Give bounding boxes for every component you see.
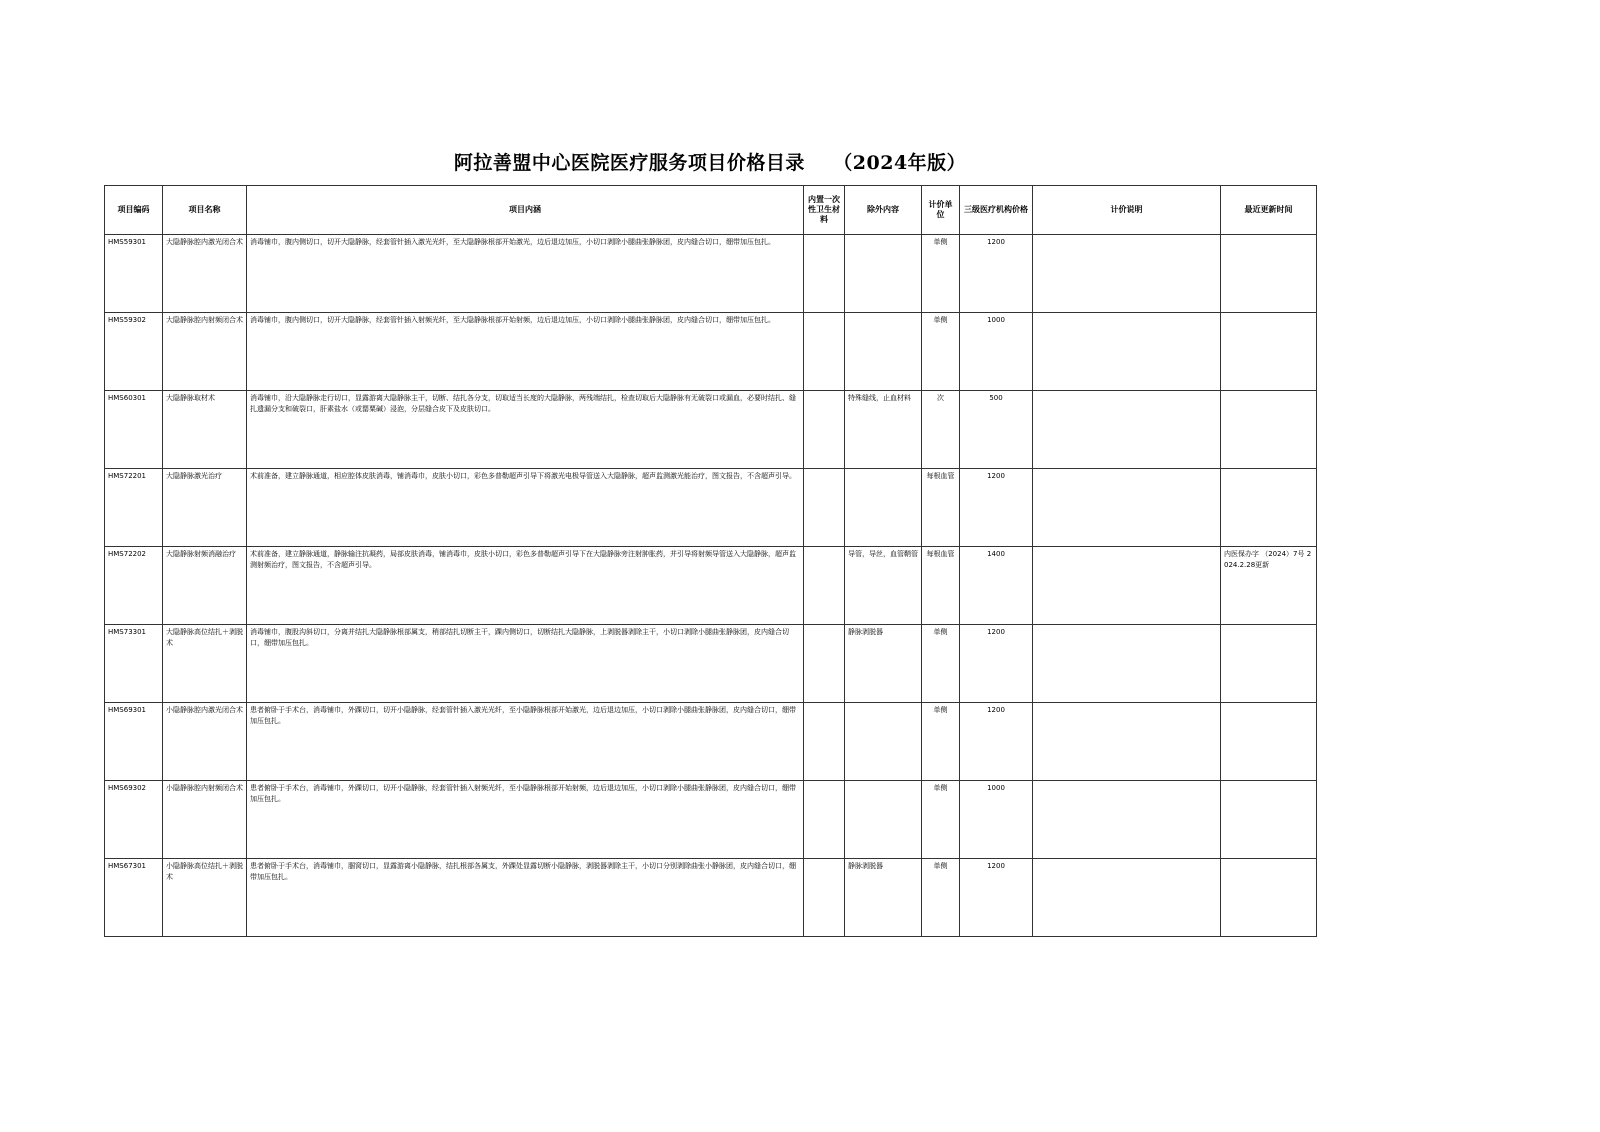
item-content-cell: 术前准备，建立静脉通道，相应腔体皮肤消毒，铺消毒巾，皮肤小切口，彩色多普勒超声引导下将激光电极导管送入大隐静脉，超声监测激光能治疗，图文报告，不含超声引导。 — [247, 469, 804, 547]
item-content-cell: 消毒铺巾，腹内侧切口，切开大隐静脉，经套管针插入射频光纤，至大隐静脉根部开始射频，边后退边加压，小切口剥除小腿曲张静脉团，皮内缝合切口，绷带加压包扎。 — [247, 313, 804, 391]
item-code-cell: HMS67301 — [105, 859, 163, 937]
item-note-cell — [1033, 781, 1221, 859]
item-unit-cell: 次 — [922, 391, 960, 469]
table-row — [105, 781, 1317, 859]
item-price-cell: 1200 — [960, 235, 1033, 313]
item-updated-cell — [1221, 391, 1317, 469]
item-updated-cell — [1221, 235, 1317, 313]
item-note-cell — [1033, 547, 1221, 625]
item-updated-cell: 内医保办字 （2024）7号 2024.2.28更新 — [1221, 547, 1317, 625]
item-name-cell: 大隐静脉高位结扎＋剥脱术 — [163, 625, 247, 703]
item-unit-cell: 单侧 — [922, 625, 960, 703]
table-row — [105, 703, 1317, 781]
item-note-cell — [1033, 625, 1221, 703]
item-code-cell: HMS72202 — [105, 547, 163, 625]
item-supply-cell — [804, 313, 845, 391]
item-updated-cell — [1221, 313, 1317, 391]
item-content-cell: 术前准备，建立静脉通道，静脉输注抗凝药，局部皮肤消毒，铺消毒巾，皮肤小切口，彩色多普勒超声引导下在大隐静脉旁注射肿胀药，并引导将射频导管送入大隐静脉，超声监测射频治疗，图文报告，不含超声引导。 — [247, 547, 804, 625]
col-header-code: 项目编码 — [105, 186, 163, 235]
item-unit-cell: 每根血管 — [922, 469, 960, 547]
item-name-cell: 小隐静脉腔内激光闭合术 — [163, 703, 247, 781]
item-price-cell: 1200 — [960, 703, 1033, 781]
item-code-cell: HMS73301 — [105, 625, 163, 703]
item-supply-cell — [804, 235, 845, 313]
item-name-cell: 小隐静脉腔内射频闭合术 — [163, 781, 247, 859]
item-content-cell: 消毒铺巾，腹股沟斜切口，分离并结扎大隐静脉根部属支，稍部结扎切断主干，踝内侧切口，切断结扎大隐静脉，上剥脱器剥除主干，小切口剥除小腿曲张静脉团，皮内缝合切口，绷带加压包扎。 — [247, 625, 804, 703]
item-supply-cell — [804, 547, 845, 625]
item-updated-cell — [1221, 703, 1317, 781]
item-excluded-cell — [845, 781, 922, 859]
item-excluded-cell — [845, 313, 922, 391]
item-name-cell: 大隐静脉腔内射频闭合术 — [163, 313, 247, 391]
table-row — [105, 391, 1317, 469]
item-excluded-cell: 静脉剥脱器 — [845, 625, 922, 703]
item-unit-cell: 单侧 — [922, 703, 960, 781]
item-price-cell: 1200 — [960, 469, 1033, 547]
item-supply-cell — [804, 859, 845, 937]
item-content-cell: 消毒铺巾，沿大隐静脉走行切口，显露游离大隐静脉主干，切断、结扎各分支，切取适当长度的大隐静脉，两残端结扎，检查切取后大隐静脉有无破裂口或漏血，必要时结扎、缝扎遗漏分支和破裂口，肝素盐水（或罂粟碱）浸泡，分层缝合皮下及皮肤切口。 — [247, 391, 804, 469]
col-header-unit: 计价单位 — [922, 186, 960, 235]
item-supply-cell — [804, 391, 845, 469]
header-row — [105, 186, 1317, 235]
item-code-cell: HMS72201 — [105, 469, 163, 547]
item-updated-cell — [1221, 781, 1317, 859]
col-header-name: 项目名称 — [163, 186, 247, 235]
item-price-cell: 1200 — [960, 625, 1033, 703]
item-excluded-cell — [845, 703, 922, 781]
item-price-cell: 1200 — [960, 859, 1033, 937]
item-excluded-cell: 静脉剥脱器 — [845, 859, 922, 937]
price-table — [104, 185, 1317, 937]
item-code-cell: HMS69301 — [105, 703, 163, 781]
item-supply-cell — [804, 469, 845, 547]
item-updated-cell — [1221, 859, 1317, 937]
page-title: 阿拉善盟中心医院医疗服务项目价格目录 （2024年版） — [453, 152, 967, 174]
item-note-cell — [1033, 469, 1221, 547]
table-row — [105, 625, 1317, 703]
item-price-cell: 1400 — [960, 547, 1033, 625]
table-row — [105, 859, 1317, 937]
item-supply-cell — [804, 625, 845, 703]
col-header-note: 计价说明 — [1033, 186, 1221, 235]
item-excluded-cell — [845, 469, 922, 547]
item-content-cell: 患者俯卧于手术台，消毒铺巾，外踝切口，切开小隐静脉，经套管针插入射频光纤，至小隐静脉根部开始射频，边后退边加压，小切口剥除小腿曲张静脉团，皮内缝合切口，绷带加压包扎。 — [247, 781, 804, 859]
item-unit-cell: 单侧 — [922, 781, 960, 859]
col-header-content: 项目内涵 — [247, 186, 804, 235]
item-code-cell: HMS60301 — [105, 391, 163, 469]
item-unit-cell: 每根血管 — [922, 547, 960, 625]
item-code-cell: HMS59302 — [105, 313, 163, 391]
item-note-cell — [1033, 703, 1221, 781]
item-name-cell: 大隐静脉射频消融治疗 — [163, 547, 247, 625]
item-price-cell: 500 — [960, 391, 1033, 469]
item-supply-cell — [804, 703, 845, 781]
item-note-cell — [1033, 313, 1221, 391]
table-row — [105, 547, 1317, 625]
item-code-cell: HMS69302 — [105, 781, 163, 859]
item-updated-cell — [1221, 469, 1317, 547]
table-row — [105, 313, 1317, 391]
item-unit-cell: 单侧 — [922, 235, 960, 313]
col-header-excluded: 除外内容 — [845, 186, 922, 235]
item-note-cell — [1033, 859, 1221, 937]
item-content-cell: 患者俯卧于手术台，消毒铺巾，外踝切口，切开小隐静脉，经套管针插入激光光纤，至小隐静脉根部开始激光，边后退边加压，小切口剥除小腿曲张静脉团，皮内缝合切口，绷带加压包扎。 — [247, 703, 804, 781]
col-header-price: 三级医疗机构价格 — [960, 186, 1033, 235]
item-name-cell: 大隐静脉取材术 — [163, 391, 247, 469]
item-price-cell: 1000 — [960, 781, 1033, 859]
item-excluded-cell: 导管，导丝，血管鞘管 — [845, 547, 922, 625]
item-note-cell — [1033, 391, 1221, 469]
table-row — [105, 235, 1317, 313]
table-body — [105, 235, 1317, 937]
item-excluded-cell — [845, 235, 922, 313]
item-unit-cell: 单侧 — [922, 859, 960, 937]
item-excluded-cell: 特殊缝线，止血材料 — [845, 391, 922, 469]
item-name-cell: 大隐静脉激光治疗 — [163, 469, 247, 547]
item-supply-cell — [804, 781, 845, 859]
item-name-cell: 小隐静脉高位结扎＋剥脱术 — [163, 859, 247, 937]
item-content-cell: 患者俯卧于手术台，消毒铺巾，腘窝切口，显露游离小隐静脉，结扎根部各属支，外踝处显露切断小隐静脉，剥脱器剥除主干，小切口分别剥除曲张小静脉团，皮内缝合切口，绷带加压包扎。 — [247, 859, 804, 937]
col-header-supply: 内置一次性卫生材料 — [804, 186, 845, 235]
col-header-updated: 最近更新时间 — [1221, 186, 1317, 235]
item-code-cell: HMS59301 — [105, 235, 163, 313]
item-content-cell: 消毒铺巾，腹内侧切口，切开大隐静脉，经套管针插入激光光纤，至大隐静脉根部开始激光，边后退边加压，小切口剥除小腿曲张静脉团，皮内缝合切口，绷带加压包扎。 — [247, 235, 804, 313]
item-unit-cell: 单侧 — [922, 313, 960, 391]
item-updated-cell — [1221, 625, 1317, 703]
item-note-cell — [1033, 235, 1221, 313]
item-name-cell: 大隐静脉腔内激光闭合术 — [163, 235, 247, 313]
table-row — [105, 469, 1317, 547]
item-price-cell: 1000 — [960, 313, 1033, 391]
